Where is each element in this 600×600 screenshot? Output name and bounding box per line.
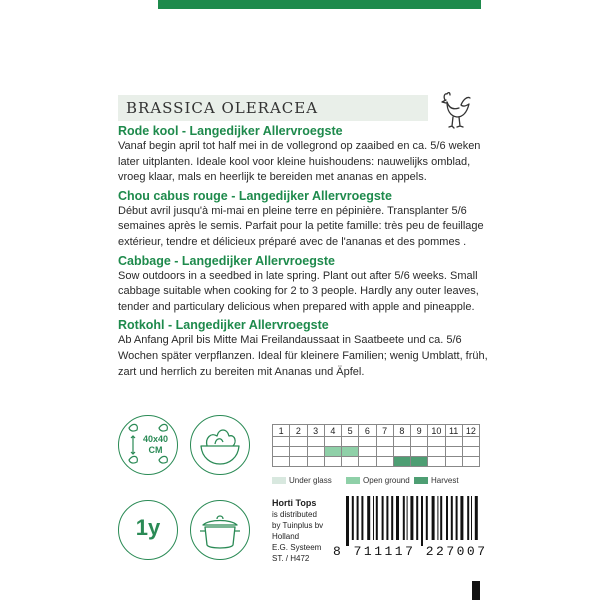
month-cell: 7 [376, 425, 393, 437]
barcode-bar [386, 496, 388, 540]
barcode-bar [471, 496, 472, 540]
calendar-harvest-row [273, 457, 480, 467]
barcode-bar [407, 496, 408, 540]
barcode-bar [426, 496, 428, 540]
distributor-line5: ST. / H472 [272, 554, 310, 563]
species-name: BRASSICA OLERACEA [126, 99, 319, 117]
month-cell: 8 [393, 425, 410, 437]
distributor-line4: E.G. Systeem [272, 543, 322, 552]
calendar-cell [462, 437, 479, 447]
calendar-cell [307, 437, 324, 447]
section-body-en: Sow outdoors in a seedbed in late spring. Plant out after 5/6 weeks. Small cabbage suitable when cooking for 2 to 3 people. Hardly any outer leaves, tender and particulary delicious when prepared with apple and pineapple. [118, 269, 479, 313]
month-cell: 5 [342, 425, 359, 437]
month-cell: 10 [428, 425, 445, 437]
barcode-bar [451, 496, 453, 540]
spacing-value: 40x40 [143, 434, 169, 444]
sowing-calendar [272, 424, 480, 467]
calendar-cell [428, 447, 445, 457]
distributor-line2: by Tuinplus bv [272, 521, 324, 530]
barcode-bar [373, 496, 374, 540]
legend-under-glass [272, 476, 332, 485]
barcode-bar [446, 496, 448, 540]
calendar-cell [393, 447, 410, 457]
barcode-bar [467, 496, 469, 540]
legend-swatch-harvest [414, 477, 428, 484]
barcode-bar [460, 496, 463, 540]
barcode-bar [475, 496, 478, 540]
calendar-cell [445, 437, 462, 447]
barcode-image [344, 496, 480, 546]
calendar-cell [307, 447, 324, 457]
calendar-cell [359, 437, 376, 447]
month-cell: 3 [307, 425, 324, 437]
calendar-cell [445, 447, 462, 457]
calendar-cell [376, 447, 393, 457]
barcode-bar [410, 496, 413, 540]
barcode-bar [357, 496, 359, 540]
calendar-cell [376, 437, 393, 447]
calendar-cell [290, 447, 307, 457]
section-en [118, 254, 488, 316]
barcode-bar [403, 496, 405, 540]
barcode-bar [391, 496, 393, 540]
legend-swatch-open-ground [346, 477, 360, 484]
calendar-cell [411, 457, 428, 467]
legend-open-ground [346, 476, 410, 485]
calendar-cell [428, 457, 445, 467]
legend-label-open-ground: Open ground [363, 476, 410, 485]
barcode-bar [382, 496, 384, 540]
calendar-cell [411, 447, 428, 457]
distributor-line1: is distributed [272, 510, 317, 519]
distributor-info [272, 498, 323, 564]
barcode-bar [361, 496, 363, 540]
calendar-cell [290, 457, 307, 467]
calendar-cell [324, 447, 341, 457]
calendar-cell [273, 457, 290, 467]
distributor-line3: Holland [272, 532, 300, 541]
barcode-bar [456, 496, 458, 540]
section-body-nl: Vanaf begin april tot half mei in de vollegrond op zaaibed en ca. 5/6 weken later uitplanten. Ideale kool voor kleine huishoudens: nauwelijks omblad, vroeg klaar, mals en heerlijk te bereiden met ananas en appels. [118, 140, 481, 184]
calendar-cell [376, 457, 393, 467]
distributor-brand: Horti Tops [272, 498, 317, 508]
month-cell: 2 [290, 425, 307, 437]
calendar-month-row [273, 425, 480, 437]
month-cell: 9 [411, 425, 428, 437]
calendar-cell [411, 437, 428, 447]
brand-top-bar [158, 0, 481, 9]
salad-bowl-icon [190, 415, 250, 475]
spacing-label [143, 434, 168, 456]
calendar-cell [273, 447, 290, 457]
calendar-cell [428, 437, 445, 447]
cooking-pot-icon [190, 500, 250, 560]
calendar-cell [324, 457, 341, 467]
calendar-cell [342, 437, 359, 447]
month-cell: 4 [324, 425, 341, 437]
calendar-cell [324, 437, 341, 447]
section-fr [118, 189, 488, 251]
spacing-unit: CM [148, 445, 163, 455]
legend-label-under-glass: Under glass [289, 476, 332, 485]
calendar-cell [462, 457, 479, 467]
description-sections [118, 124, 488, 383]
month-cell: 1 [273, 425, 290, 437]
barcode-bar [346, 496, 349, 546]
section-title-en: Cabbage - Langedijker Allervroegste [118, 253, 335, 268]
section-body-fr: Début avril jusqu'à mi-mai en pleine terre en pépinière. Transplanter 5/6 semaines après le semis. Parfait pour la petite famille: très peu de feuillage extérieur, tendre et délicieux préparé avec de l'ananas et des pommes . [118, 204, 484, 248]
barcode-bar [437, 496, 438, 540]
calendar-cell [393, 437, 410, 447]
legend-label-harvest: Harvest [431, 476, 459, 485]
barcode-bar [376, 496, 378, 540]
section-title-nl: Rode kool - Langedijker Allervroegste [118, 124, 343, 138]
barcode-bar [396, 496, 399, 540]
barcode-bar [440, 496, 442, 540]
lifecycle-label: 1y [135, 515, 161, 540]
calendar-cell [359, 457, 376, 467]
barcode-bar [421, 496, 423, 546]
calendar-cell [290, 437, 307, 447]
calendar-cell [462, 447, 479, 457]
calendar-cell [307, 457, 324, 467]
month-cell: 11 [445, 425, 462, 437]
calendar-cell [273, 437, 290, 447]
barcode-bar [367, 496, 370, 540]
calendar-cell [359, 447, 376, 457]
month-cell: 6 [359, 425, 376, 437]
section-de [118, 318, 488, 380]
cut-mark [472, 581, 480, 600]
barcode-number: 8 711117 227007 [333, 544, 488, 559]
calendar-under-glass-row [273, 437, 480, 447]
section-body-de: Ab Anfang April bis Mitte Mai Freilandaussaat in Saatbeete und ca. 5/6 Wochen später verpflanzen. Ideal für kleinere Familien; wenig Umblatt, früh, zart und herrlich zu bereiten mit Ananas und Äpfel. [118, 334, 488, 378]
lifecycle-icon [118, 500, 178, 560]
legend-swatch-under-glass [272, 477, 286, 484]
calendar-cell [445, 457, 462, 467]
month-cell: 12 [462, 425, 479, 437]
bowl-icon [191, 416, 249, 474]
barcode-bar [432, 496, 435, 540]
section-title-fr: Chou cabus rouge - Langedijker Allervroegste [118, 188, 392, 203]
calendar-open-ground-row [273, 447, 480, 457]
calendar-cell [342, 457, 359, 467]
section-title-de: Rotkohl - Langedijker Allervroegste [118, 318, 329, 333]
calendar-cell [393, 457, 410, 467]
legend-harvest [414, 476, 459, 485]
barcode-bar [352, 496, 354, 540]
barcode-bar [416, 496, 418, 540]
calendar-cell [342, 447, 359, 457]
pot-icon [191, 501, 249, 559]
section-nl [118, 124, 488, 186]
